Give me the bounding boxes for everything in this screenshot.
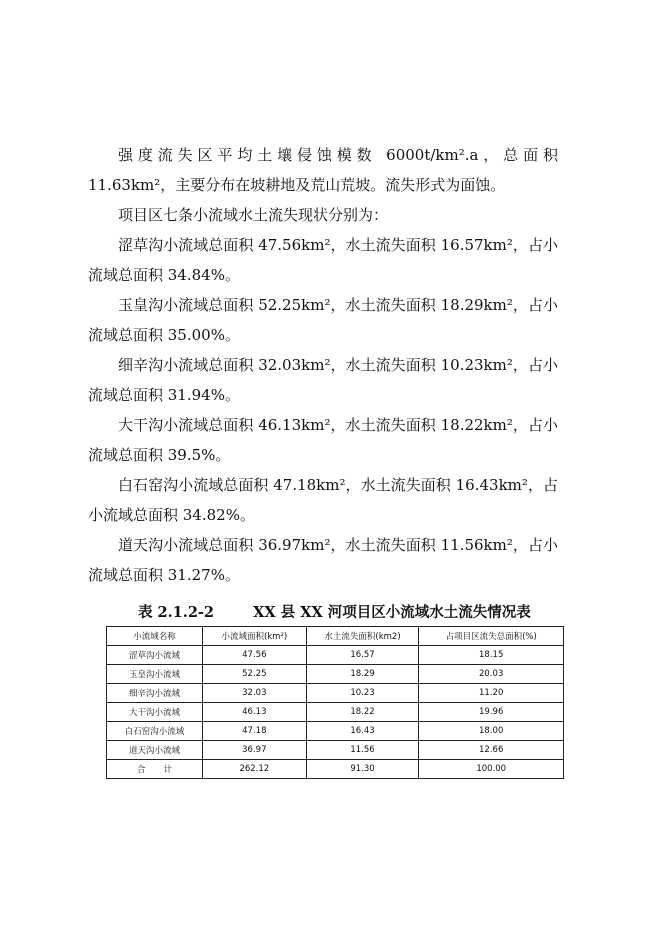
cell-total-area: 262.12 [202,760,306,779]
cell-erosion-area: 10.23 [306,684,419,703]
paragraph-dagan-gou: 大干沟小流域总面积 46.13km²，水土流失面积 18.22km²，占小流域总面积 39.5%。 [88,416,558,464]
cell-total-share: 100.00 [419,760,564,779]
cell-name: 道天沟小流域 [107,741,203,760]
table-row [107,684,564,703]
paragraph-erosion-intensity: 强度流失区平均土壤侵蚀模数 6000t/km².a，总面积 11.63km²，主要分布在坡耕地及荒山荒坡。流失形式为面蚀。 [88,146,558,194]
cell-share: 20.03 [419,665,564,684]
table-caption-title: XX 县 XX 河项目区小流域水土流失情况表 [253,604,531,621]
cell-total-label: 合 计 [107,760,203,779]
table-row [107,722,564,741]
paragraph-intro: 项目区七条小流域水土流失现状分别为： [118,206,389,224]
cell-share: 18.15 [419,646,564,665]
paragraph-yuhuang-gou: 玉皇沟小流域总面积 52.25km²，水土流失面积 18.29km²，占小流域总面积 35.00%。 [88,296,558,344]
paragraph-secao-gou: 涩草沟小流域总面积 47.56km²，水土流失面积 16.57km²，占小流域总面积 34.84%。 [88,236,558,284]
cell-total-erosion-area: 91.30 [306,760,419,779]
cell-share: 19.96 [419,703,564,722]
table-caption [138,601,578,622]
cell-erosion-area: 18.29 [306,665,419,684]
cell-area: 47.18 [202,722,306,741]
header-erosion-area: 水土流失面积(km2) [306,627,419,646]
cell-name: 细辛沟小流域 [107,684,203,703]
cell-area: 47.56 [202,646,306,665]
erosion-table [106,626,564,779]
cell-area: 32.03 [202,684,306,703]
cell-area: 36.97 [202,741,306,760]
header-watershed-name: 小流域名称 [107,627,203,646]
paragraph-daotian-gou: 道天沟小流域总面积 36.97km²，水土流失面积 11.56km²，占小流域总面积 31.27%。 [88,536,558,584]
paragraph-xixin-gou: 细辛沟小流域总面积 32.03km²，水土流失面积 10.23km²，占小流域总面积 31.94%。 [88,356,558,404]
cell-name: 玉皇沟小流域 [107,665,203,684]
header-erosion-share: 占项目区流失总面积(%) [419,627,564,646]
cell-share: 18.00 [419,722,564,741]
table-row [107,741,564,760]
cell-area: 52.25 [202,665,306,684]
cell-erosion-area: 18.22 [306,703,419,722]
cell-erosion-area: 11.56 [306,741,419,760]
cell-erosion-area: 16.57 [306,646,419,665]
cell-name: 大干沟小流域 [107,703,203,722]
paragraph-baishiyao-gou: 白石窑沟小流域总面积 47.18km²，水土流失面积 16.43km²，占小流域总面积 34.82%。 [88,476,558,524]
table-header-row [107,627,564,646]
cell-share: 11.20 [419,684,564,703]
cell-name: 涩草沟小流域 [107,646,203,665]
table-row [107,665,564,684]
table-total-row [107,760,564,779]
table-row [107,703,564,722]
table-caption-number: 表 2.1.2-2 [138,604,215,621]
header-watershed-area: 小流域面积(km²) [202,627,306,646]
cell-area: 46.13 [202,703,306,722]
cell-name: 白石窑沟小流域 [107,722,203,741]
table-row [107,646,564,665]
cell-share: 12.66 [419,741,564,760]
cell-erosion-area: 16.43 [306,722,419,741]
